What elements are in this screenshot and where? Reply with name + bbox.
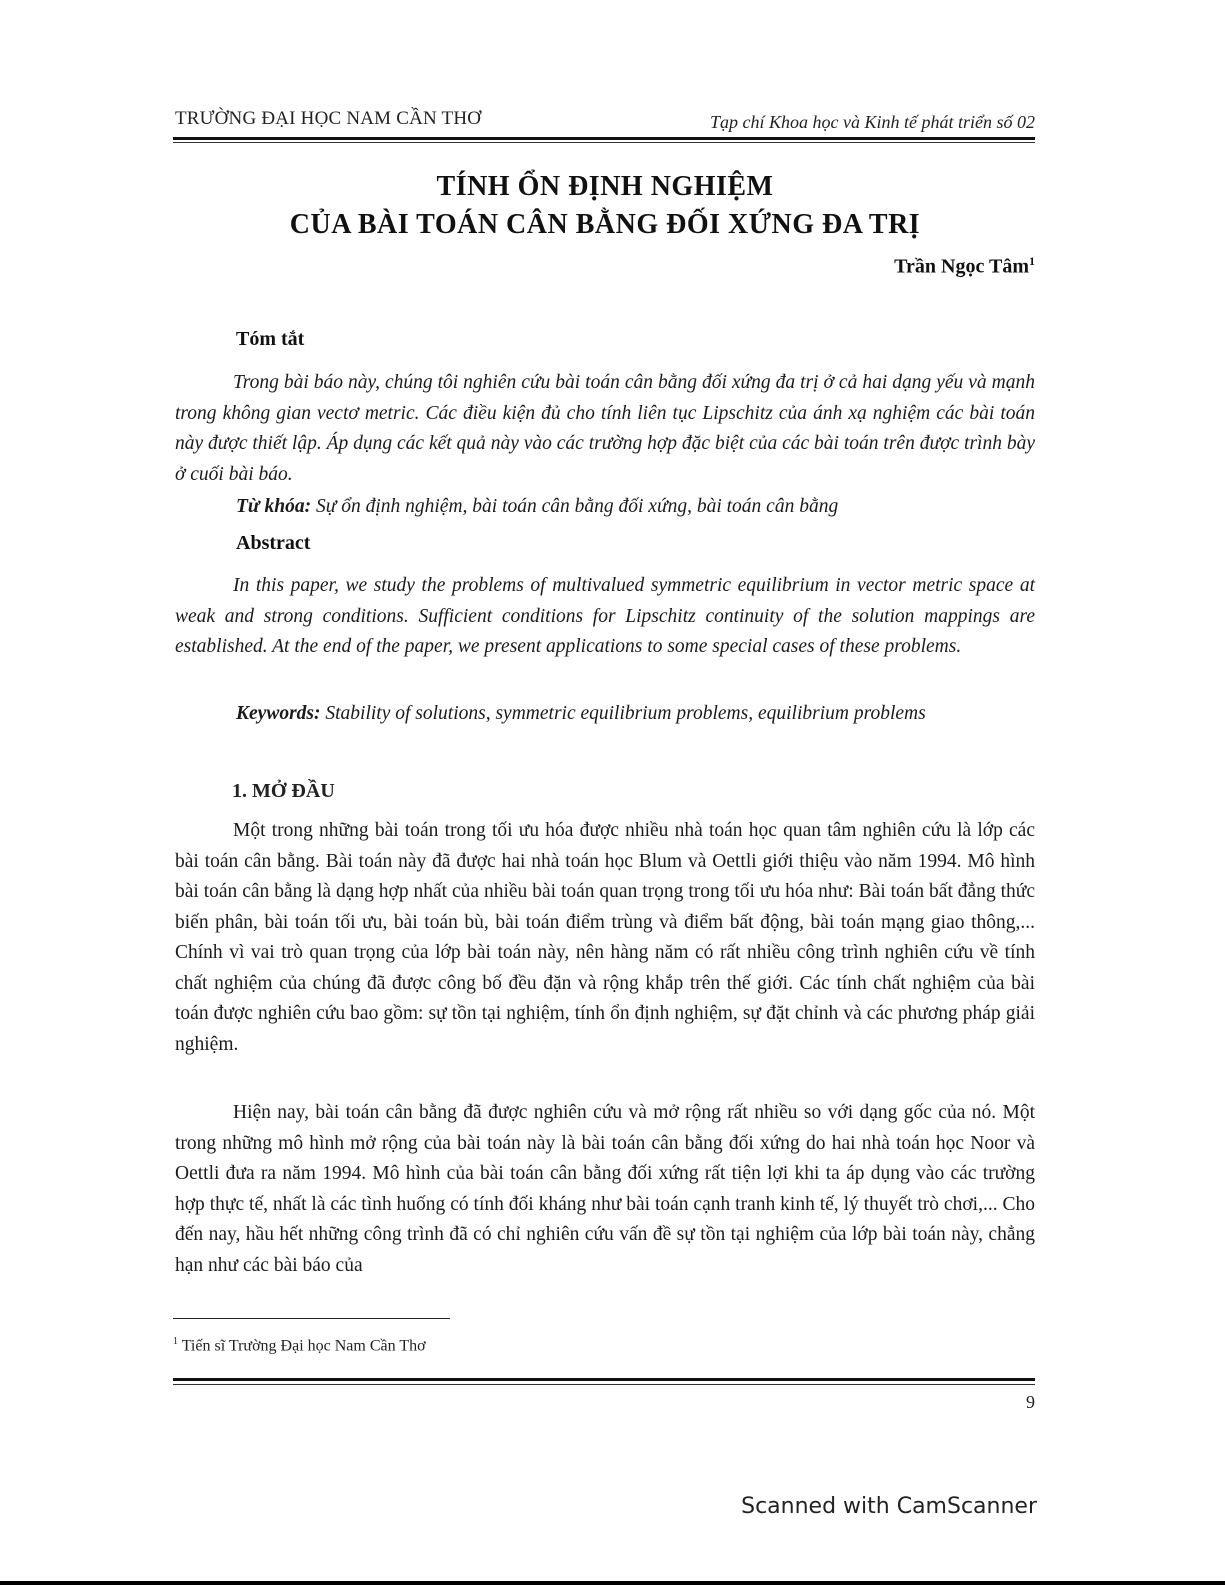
header-rule-thin xyxy=(173,142,1035,143)
keywords-vi-label: Từ khóa: xyxy=(236,496,312,517)
author xyxy=(894,254,1035,279)
journal-institution: TRƯỜNG ĐẠI HỌC NAM CẦN THƠ xyxy=(175,108,482,129)
section-heading: 1. MỞ ĐẦU xyxy=(232,780,335,802)
keywords-vi xyxy=(236,496,1036,518)
keywords-en-label: Keywords: xyxy=(236,703,321,724)
scan-edge xyxy=(0,1581,1225,1585)
abstract-vi-text: Trong bài báo này, chúng tôi nghiên cứu bài toán cân bằng đối xứng đa trị ở cả hai dạng yếu và mạnh trong không gian vectơ metric. Các điều kiện đủ cho tính liên tục Lipschitz của ánh xạ nghiệm các bài toán này được thiết lập. Áp dụng các kết quả này vào các trường hợp đặc biệt của các bài toán trên được trình bày ở cuối bài báo. xyxy=(175,372,1035,485)
footnote-mark: 1 xyxy=(173,1336,178,1347)
title-line-1: TÍNH ỔN ĐỊNH NGHIỆM xyxy=(436,171,774,202)
author-name: Trần Ngọc Tâm xyxy=(894,255,1029,278)
footer-rule-thin xyxy=(173,1384,1035,1385)
paper-title xyxy=(175,168,1035,244)
footnote xyxy=(173,1336,426,1355)
section1-paragraph-1: Một trong những bài toán trong tối ưu hóa được nhiều nhà toán học quan tâm nghiên cứu là lớp các bài toán cân bằng. Bài toán này đã được hai nhà toán học Blum và Oettli giới thiệu vào năm 1994. Mô hình bài toán cân bằng là dạng hợp nhất của nhiều bài toán quan trọng trong tối ưu hóa như: Bài toán bất đẳng thức biến phân, bài toán tối ưu, bài toán bù, bài toán điểm trùng và điểm bất động, bài toán mạng giao thông,... Chính vì vai trò quan trọng của lớp bài toán này, nên hàng năm có rất nhiều công trình nghiên cứu về tính chất nghiệm của chúng đã được công bố đều đặn và rộng khắp trên thế giới. Các tính chất nghiệm của bài toán được nghiên cứu bao gồm: sự tồn tại nghiệm, tính ổn định nghiệm, sự đặt chỉnh và các phương pháp giải nghiệm. xyxy=(175,820,1035,1055)
footnote-rule xyxy=(173,1318,450,1319)
author-footnote-mark: 1 xyxy=(1029,254,1035,268)
journal-issue: Tạp chí Khoa học và Kinh tế phát triển số 02 xyxy=(710,112,1035,132)
title-line-2: CỦA BÀI TOÁN CÂN BẰNG ĐỐI XỨNG ĐA TRỊ xyxy=(289,209,921,240)
header-rule xyxy=(173,137,1035,140)
abstract-en-text: In this paper, we study the problems of multivalued symmetric equilibrium in vector metric space at weak and strong conditions. Sufficient conditions for Lipschitz continuity of the solution mappings are established. At the end of the paper, we present applications to some special cases of these problems. xyxy=(175,575,1035,657)
scanner-watermark: Scanned with CamScanner xyxy=(741,1494,1037,1519)
page-number: 9 xyxy=(1026,1392,1035,1412)
footer-rule xyxy=(173,1378,1035,1381)
keywords-en-text: Stability of solutions, symmetric equilibrium problems, equilibrium problems xyxy=(325,703,926,724)
keywords-en xyxy=(236,703,1036,725)
section1-paragraph-2: Hiện nay, bài toán cân bằng đã được nghiên cứu và mở rộng rất nhiều so với dạng gốc của nó. Một trong những mô hình mở rộng của bài toán này là bài toán cân bằng đối xứng do hai nhà toán học Noor và Oettli đưa ra năm 1994. Mô hình của bài toán cân bằng đối xứng rất tiện lợi khi ta áp dụng vào các trường hợp thực tế, nhất là các tình huống có tính đối kháng như bài toán cạnh tranh kinh tế, lý thuyết trò chơi,... Cho đến nay, hầu hết những công trình đã có chỉ nghiên cứu vấn đề sự tồn tại nghiệm của lớp bài toán này, chẳng hạn như các bài báo của xyxy=(175,1102,1035,1276)
keywords-vi-text: Sự ổn định nghiệm, bài toán cân bằng đối xứng, bài toán cân bằng xyxy=(315,496,839,517)
footnote-text: Tiến sĩ Trường Đại học Nam Cần Thơ xyxy=(181,1337,426,1355)
abstract-vi-heading: Tóm tắt xyxy=(236,328,305,350)
abstract-en-heading: Abstract xyxy=(236,532,311,554)
